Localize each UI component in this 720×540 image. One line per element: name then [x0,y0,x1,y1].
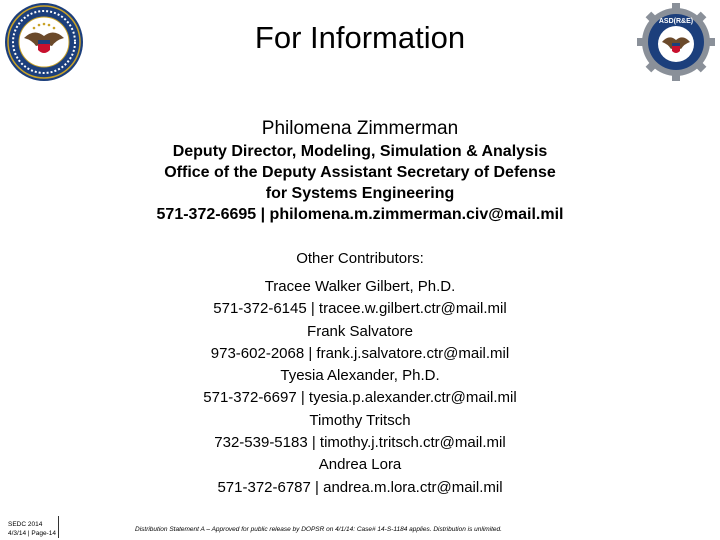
contributor-name: Tracee Walker Gilbert, Ph.D. [264,278,456,295]
contributor-name: Andrea Lora [318,456,402,474]
footer-event: SEDC 2014 [8,521,43,528]
contributor-name: Frank Salvatore [307,322,413,340]
header-divider [90,76,630,77]
presenter-details [0,141,720,225]
presenter-office-line: for Systems Engineering [265,185,455,202]
presenter-name: Philomena Zimmerman [261,118,459,139]
contributors-list [0,276,720,499]
presenter-contact-line: 571-372-6695 | philomena.m.zimmerman.civ@mail.mil [156,206,564,223]
contributors-heading: Other Contributors: [296,250,424,267]
presenter-office-line: Office of the Deputy Assistant Secretary of Defense [164,164,556,181]
footer-divider [58,516,59,538]
contributor-name: Timothy Tritsch [309,411,411,429]
distribution-statement: Distribution Statement A – Approved for public release by DOPSR on 4/1/14: Case# 14-S-1184 applies. Distribution is unlimited. [135,526,502,533]
right-seal-text: ASD(R&E) [658,18,694,25]
contributor-contact: 571-372-6697 | tyesia.p.alexander.ctr@mail.mil [203,389,517,407]
contributor-contact: 571-372-6787 | andrea.m.lora.ctr@mail.mil [217,478,503,496]
slide-title: For Information [254,20,466,55]
contributor-contact: 973-602-2068 | frank.j.salvatore.ctr@mail.mil [210,344,510,362]
presenter-title-line: Deputy Director, Modeling, Simulation & Analysis [172,143,548,160]
footer-event-info [8,520,56,538]
contributor-name: Tyesia Alexander, Ph.D. [280,367,440,385]
contributor-contact: 571-372-6145 | tracee.w.gilbert.ctr@mail.mil [213,300,507,318]
contributor-contact: 732-539-5183 | timothy.j.tritsch.ctr@mail.mil [214,434,506,452]
footer-date-page: 4/3/14 | Page-14 [8,530,56,537]
